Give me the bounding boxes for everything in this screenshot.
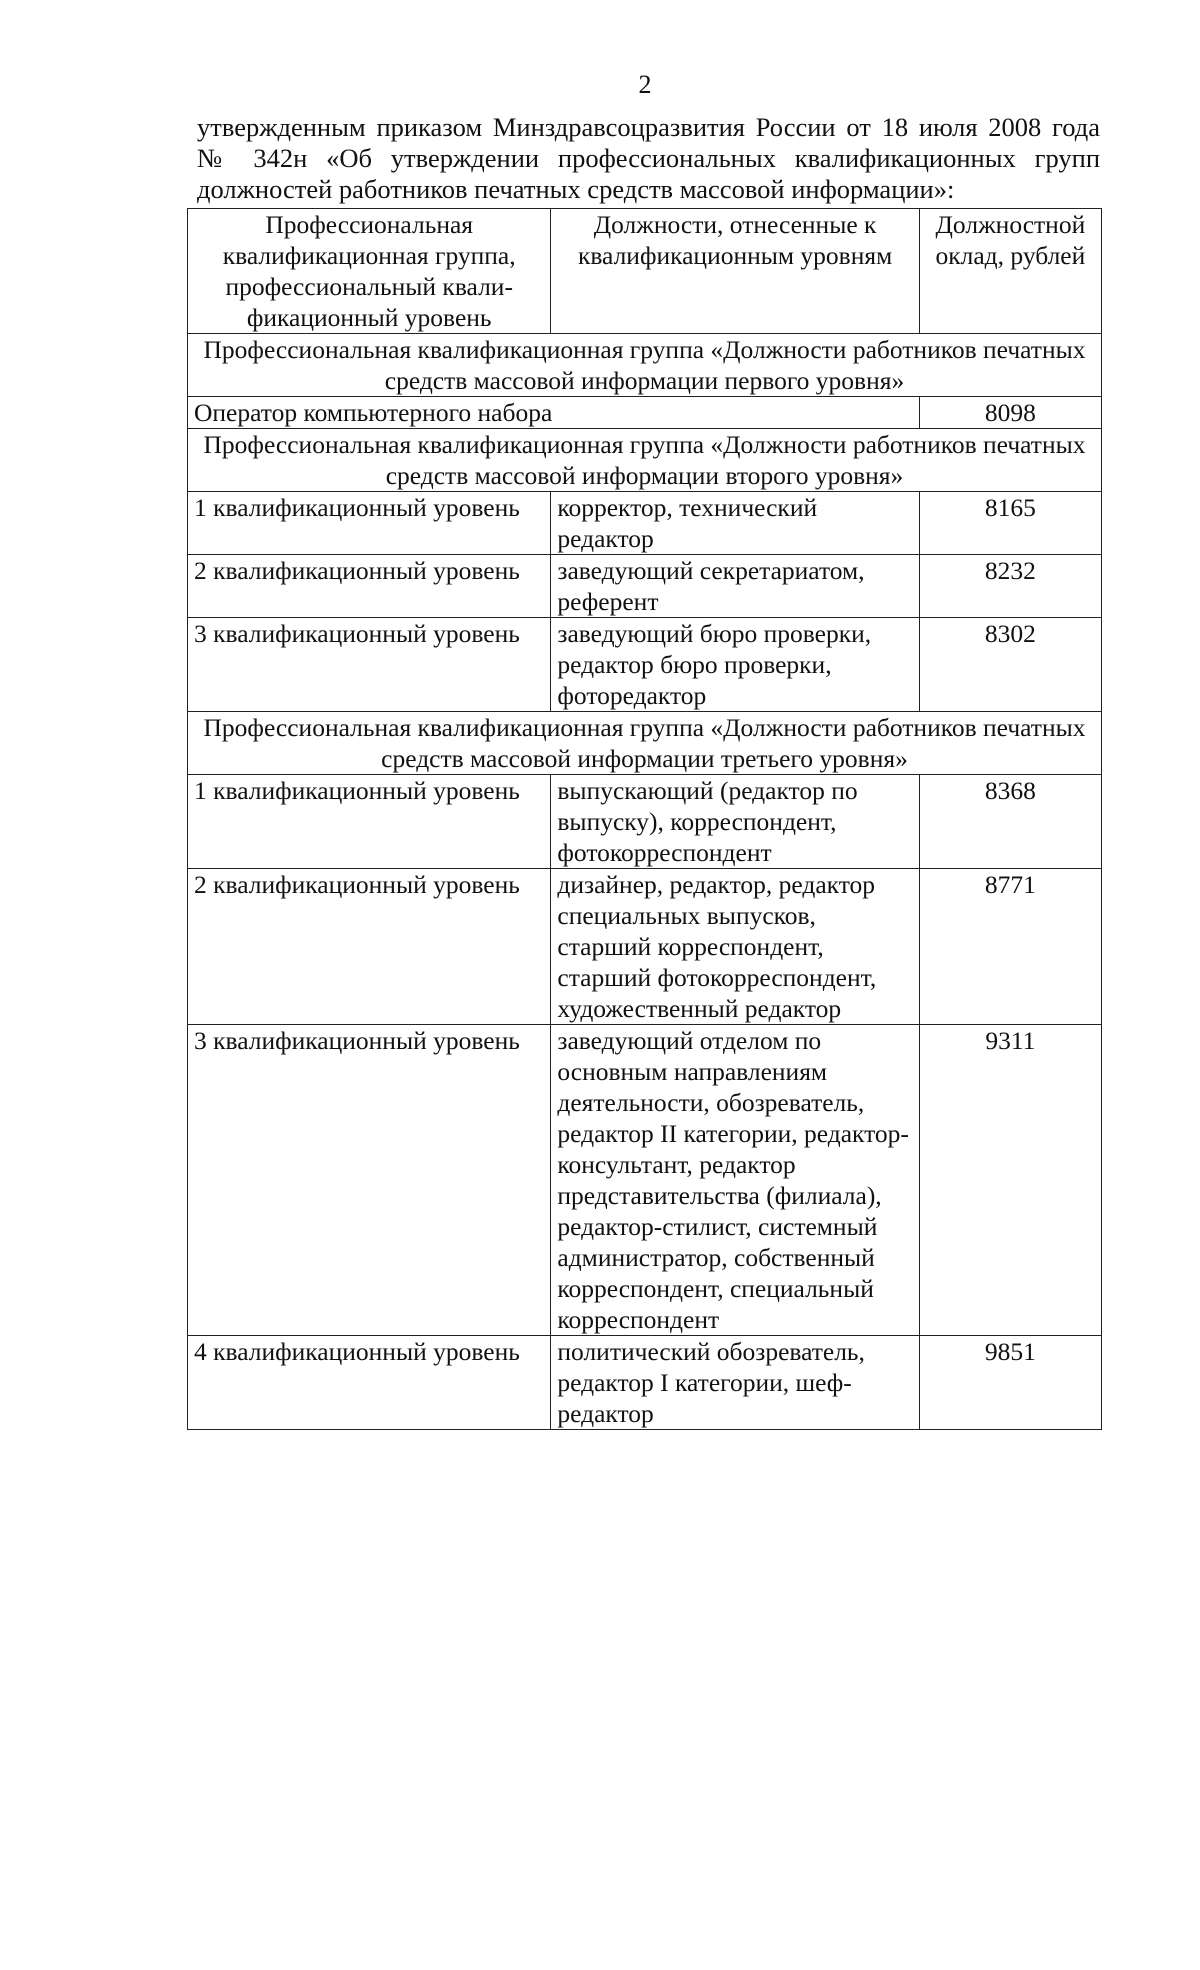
salary-cell: 8771 [919,869,1101,1025]
salary-cell: 8232 [919,555,1101,618]
table-row [188,555,1102,618]
positions-cell: дизайнер, редактор, редактор специальных выпусков, старший корреспондент, старший фотокорреспондент, художественный редактор [551,869,919,1025]
table-header-row [188,209,1102,334]
intro-paragraph [197,112,1100,205]
level-cell: 3 квалификационный уровень [188,1025,551,1336]
group-2-title: Профессиональная квалификационная группа «Должности работников печатных средств массовой информации второго уровня» [188,429,1102,492]
intro-line: должностей работников печатных средств массовой информации»: [197,174,955,204]
table-row [188,492,1102,555]
positions-cell: заведующий отделом по основным направлениям деятельности, обозреватель, редактор II категории, редактор-консультант, редактор представительства (филиала), редактор-стилист, системный администратор, собственный корреспондент, специальный корреспондент [551,1025,919,1336]
salary-cell: 8098 [919,397,1101,429]
salary-cell: 8165 [919,492,1101,555]
positions-cell: заведующий секретариатом, референт [551,555,919,618]
table-row [188,618,1102,712]
header-salary: Должностной оклад, рублей [919,209,1101,334]
intro-line: утвержденным приказом Минздравсоцразвития России от 18 июля 2008 года [197,112,1100,142]
table-row [188,869,1102,1025]
level-cell: 1 квалификационный уровень [188,492,551,555]
group-title-row [188,334,1102,397]
level-cell: 2 квалификационный уровень [188,869,551,1025]
positions-cell: заведующий бюро проверки, редактор бюро проверки, фоторедактор [551,618,919,712]
positions-cell: корректор, технический редактор [551,492,919,555]
salary-cell: 9311 [919,1025,1101,1336]
salary-cell: 8302 [919,618,1101,712]
salary-cell: 9851 [919,1336,1101,1430]
intro-line: № 342н «Об утверждении профессиональных квалификационных групп [197,143,1100,173]
positions-cell: выпускающий (редактор по выпуску), корреспондент, фотокорреспондент [551,775,919,869]
page-number: 2 [638,70,652,99]
level-cell: 3 квалификационный уровень [188,618,551,712]
table-row [188,775,1102,869]
header-positions: Должности, отнесенные к квалификационным уровням [551,209,919,334]
table-row [188,1025,1102,1336]
group-title-row [188,712,1102,775]
positions-cell: политический обозреватель, редактор I категории, шеф-редактор [551,1336,919,1430]
level-cell: 4 квалификационный уровень [188,1336,551,1430]
salary-table [187,208,1102,1430]
level-cell: 2 квалификационный уровень [188,555,551,618]
group-title-row [188,429,1102,492]
header-group: Профессиональная квалификационная группа, профессиональный квали-фикационный уровень [188,209,551,334]
group-3-title: Профессиональная квалификационная группа «Должности работников печатных средств массовой информации третьего уровня» [188,712,1102,775]
table-row [188,397,1102,429]
group-1-title: Профессиональная квалификационная группа «Должности работников печатных средств массовой информации первого уровня» [188,334,1102,397]
salary-cell: 8368 [919,775,1101,869]
position-cell: Оператор компьютерного набора [188,397,920,429]
level-cell: 1 квалификационный уровень [188,775,551,869]
table-row [188,1336,1102,1430]
